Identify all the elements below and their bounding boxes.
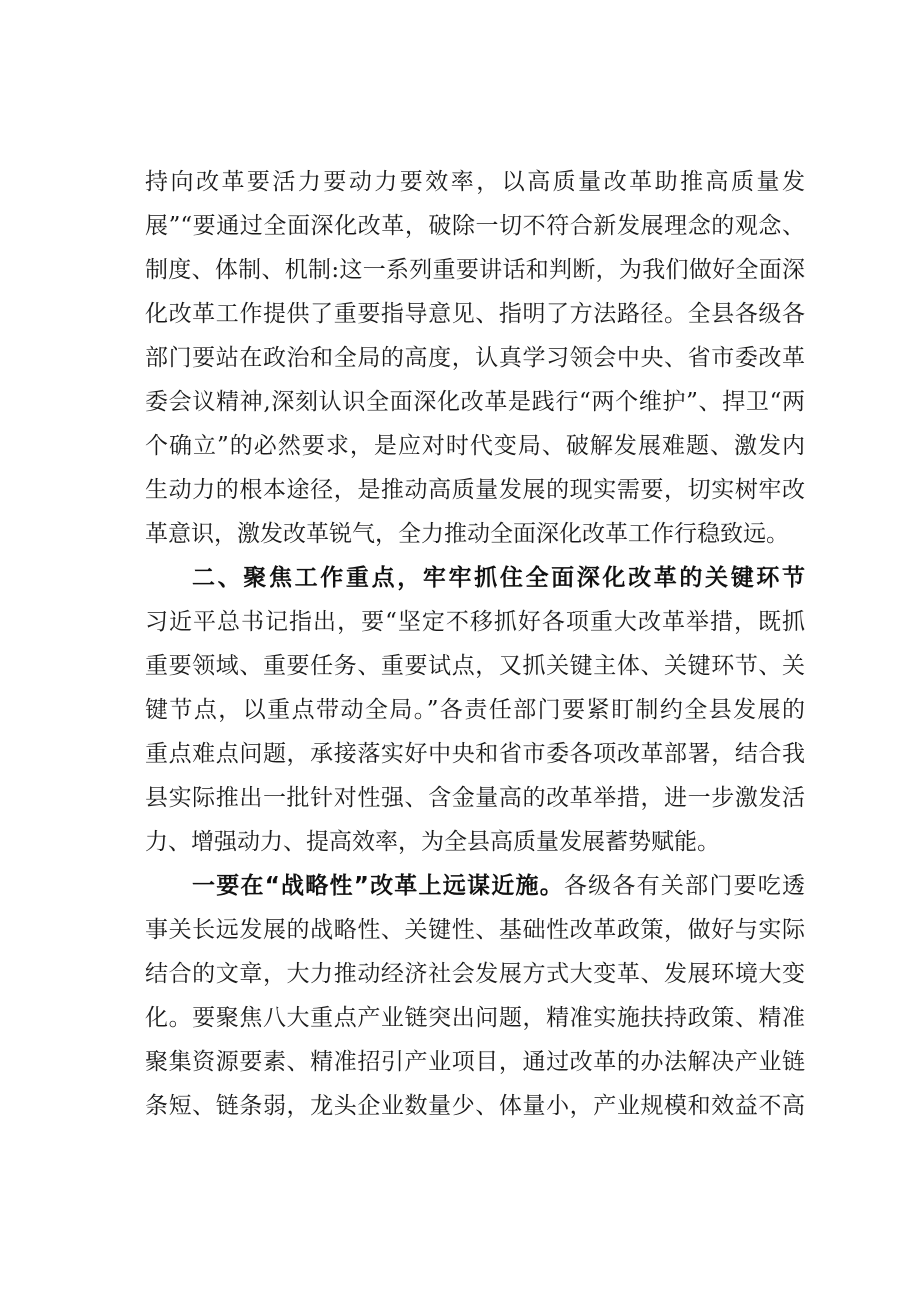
paragraph-line: 生动力的根本途径，是推动高质量发展的现实需要，切实树牢改 [145,477,805,503]
paragraph-line: 县实际推出一批针对性强、含金量高的改革举措，进一步激发活 [145,785,805,811]
paragraph-line: 展”“要通过全面深化改革，破除一切不符合新发展理念的观念、 [145,213,805,239]
paragraph-line: 聚集资源要素、精准招引产业项目，通过改革的办法解决产业链 [145,1049,805,1075]
paragraph-line: 力、增强动力、提高效率，为全县高质量发展蓄势赋能。 [145,829,720,855]
paragraph-line: 条短、链条弱，龙头企业数量少、体量小，产业规模和效益不高 [145,1093,805,1119]
paragraph-line: 结合的文章，大力推动经济社会发展方式大变革、发展环境大变 [145,961,805,987]
paragraph-line: 重要领域、重要任务、重要试点，又抓关键主体、关键环节、关 [145,653,805,679]
paragraph-line: 重点难点问题，承接落实好中央和省市委各项改革部署，结合我 [145,741,805,767]
paragraph-lead-line [192,864,805,908]
paragraph-line: 习近平总书记指出，要“坚定不移抓好各项重大改革举措，既抓 [145,609,805,635]
paragraph-line: 键节点，以重点带动全局。”各责任部门要紧盯制约全县发展的 [145,697,805,723]
paragraph-line: 化。要聚焦八大重点产业链突出问题，精准实施扶持政策、精准 [145,1005,805,1031]
paragraph-line: 持向改革要活力要动力要效率，以高质量改革助推高质量发 [145,169,805,195]
paragraph-line: 部门要站在政治和全局的高度，认真学习领会中央、省市委改革 [145,345,805,371]
paragraph-line: 制度、体制、机制:这一系列重要讲话和判断，为我们做好全面深 [145,257,805,283]
paragraph-line: 委会议精神,深刻认识全面深化改革是践行“两个维护”、捍卫“两 [145,389,805,415]
section-heading: 二、聚焦工作重点，牢牢抓住全面深化改革的关键环节 [192,565,805,591]
lead-rest-text: 各级各有关部门要吃透 [563,873,806,899]
paragraph-line: 化改革工作提供了重要指导意见、指明了方法路径。全县各级各 [145,301,805,327]
paragraph-line: 个确立”的必然要求，是应对时代变局、破解发展难题、激发内 [145,433,805,459]
paragraph-line: 事关长远发展的战略性、关键性、基础性改革政策，做好与实际 [145,917,805,943]
lead-bold-text: 一要在“战略性”改革上远谋近施。 [192,873,564,899]
paragraph-line: 革意识，激发改革锐气，全力推动全面深化改革工作行稳致远。 [145,521,789,547]
